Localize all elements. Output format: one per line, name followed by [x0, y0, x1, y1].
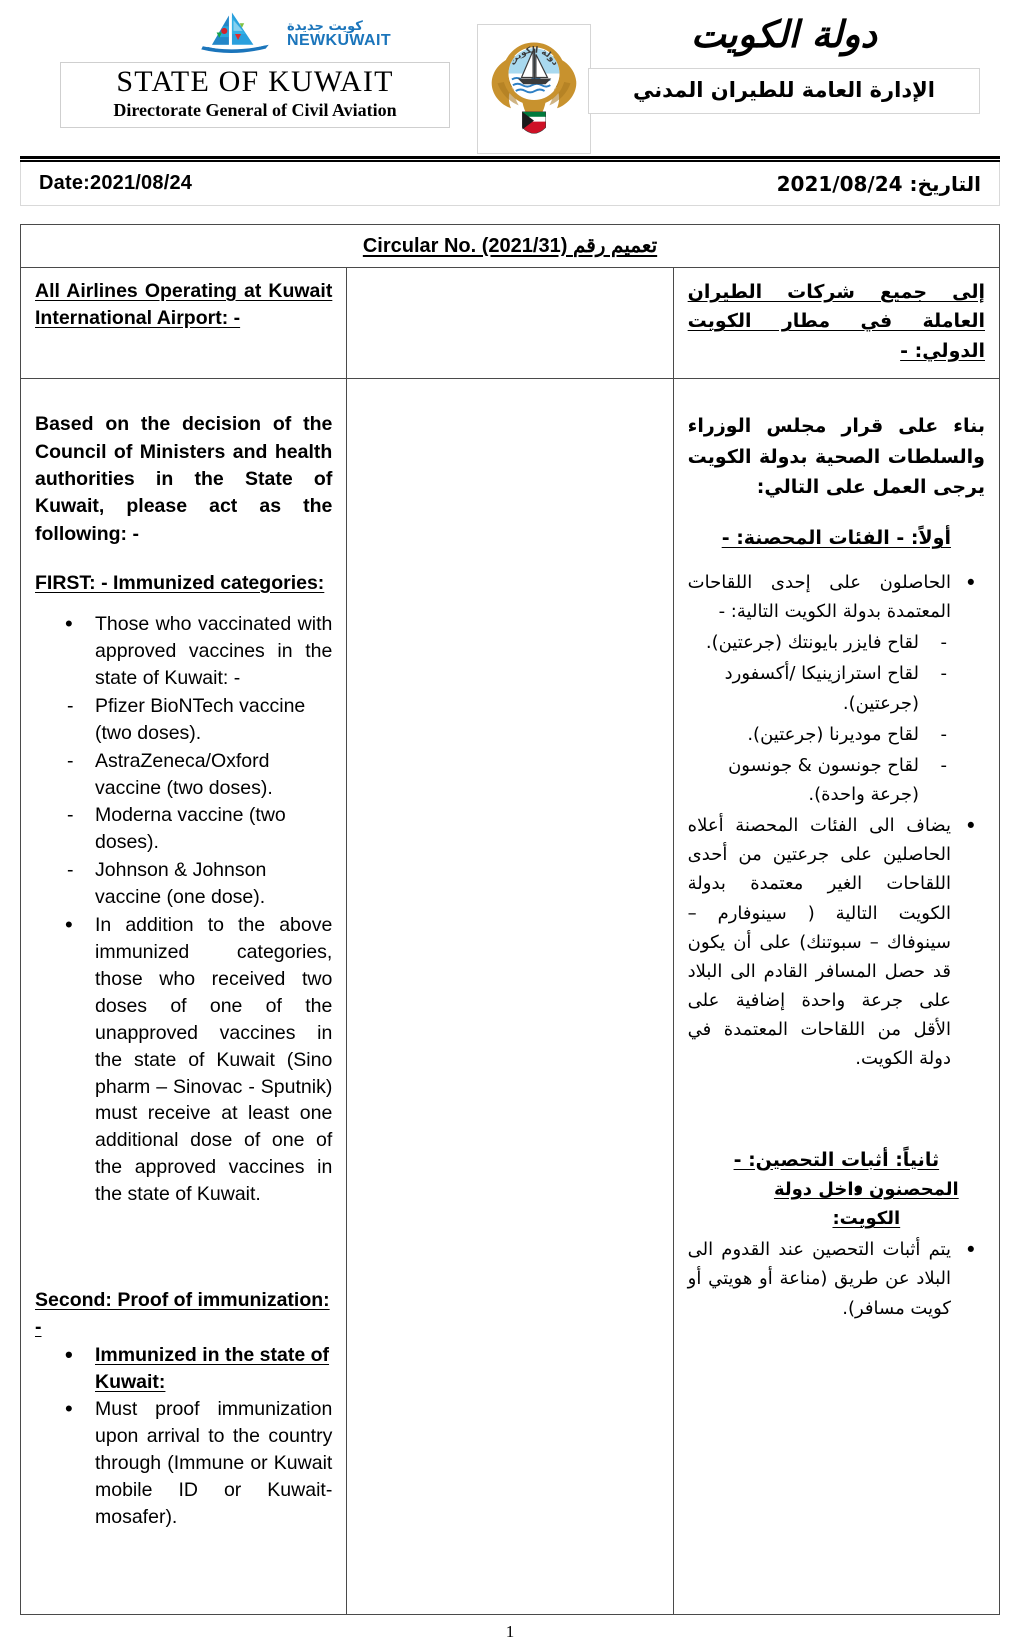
- dhow-sailboat-logo-icon: [189, 11, 281, 57]
- spacer: [35, 548, 332, 570]
- circular-title-row: [21, 225, 1000, 268]
- newkuwait-wordmark: [287, 20, 391, 49]
- kuwait-national-emblem-icon: [486, 30, 582, 148]
- addressee-en: All Airlines Operating at Kuwait International Airport: -: [35, 280, 333, 329]
- proof-list-ar: [688, 1175, 985, 1323]
- body-row: [21, 379, 1000, 1615]
- state-title-en: STATE OF KUWAIT: [116, 65, 394, 98]
- state-title-ar: دولة الكويت: [690, 13, 878, 56]
- list-item: • الحاصلون على إحدى اللقاحات المعتمدة بدولة الكويت التالية: -: [688, 568, 985, 626]
- intro-paragraph-en: Based on the decision of the Council of Ministers and health authorities in the State of Kuwait, please act as the following: -: [35, 413, 333, 545]
- page-number: 1: [505, 1621, 515, 1641]
- first-heading-en: FIRST: - Immunized categories:: [35, 571, 325, 594]
- dgca-arabic-box: [588, 68, 980, 113]
- state-of-kuwait-box: [60, 62, 450, 128]
- second-heading-en: Second: Proof of immunization: -: [35, 1289, 330, 1339]
- date-ar: التاريخ: 2021/08/24: [776, 171, 981, 196]
- circular-table: [20, 224, 1000, 1615]
- list-item: - Johnson & Johnson vaccine (one dose).: [35, 857, 332, 911]
- newkuwait-arabic-wordmark: كويت جديدة: [286, 18, 363, 34]
- national-emblem: [477, 24, 591, 154]
- body-cell-ar: [673, 379, 999, 1615]
- spacer: [688, 1076, 985, 1132]
- list-item: - لقاح جونسون & جونسون (جرعة واحدة).: [688, 751, 985, 809]
- body-cell-en: [21, 379, 347, 1615]
- list-item: - Moderna vaccine (two doses).: [35, 802, 332, 856]
- list-item: • Must proof immunization upon arrival to the country through (Immune or Kuwait mobile ID or Kuwait-mosafer).: [35, 1396, 332, 1531]
- first-heading-ar: أولاً: - الفئات المحصنة: -: [721, 527, 951, 550]
- spacer: [688, 389, 985, 411]
- circular-title: Circular No. (2021/31) تعميم رقم: [362, 235, 658, 257]
- column-gap: [347, 379, 673, 1615]
- newkuwait-logo: [130, 8, 450, 60]
- list-item: - لقاح موديرنا (جرعتين).: [688, 720, 985, 749]
- masthead-right: [588, 12, 980, 114]
- list-item: • المحصنون داخل دولة الكويت:: [688, 1175, 985, 1233]
- addressee-cell-en: [21, 268, 347, 379]
- masthead: [20, 8, 1000, 156]
- addressee-row: [21, 268, 1000, 379]
- proof-list-en: [35, 1342, 332, 1531]
- spacer: [35, 1265, 332, 1287]
- spacer: [35, 1209, 332, 1265]
- intro-paragraph-ar: بناء على قرار مجلس الوزراء والسلطات الصحية بدولة الكويت يرجى العمل على التالي:: [687, 415, 985, 499]
- list-item: - لقاح فايزر بايونتك (جرعتين).: [688, 628, 985, 657]
- spacer: [35, 597, 332, 611]
- addressee-cell-ar: [673, 268, 999, 379]
- date-en: Date:2021/08/24: [39, 172, 193, 194]
- list-item: - لقاح استرازينيكا /أكسفورد (جرعتين).: [688, 659, 985, 717]
- state-subtitle-ar: الإدارة العامة للطيران المدني: [633, 78, 935, 103]
- list-item: - Pfizer BioNTech vaccine (two doses).: [35, 693, 332, 747]
- spacer: [688, 554, 985, 568]
- svg-text:دولة الكويت: دولة الكويت: [508, 45, 561, 68]
- immunized-list-ar: [688, 568, 985, 1074]
- list-item: • Those who vaccinated with approved vaccines in the state of Kuwait: -: [35, 611, 332, 692]
- state-subtitle-en: Directorate General of Civil Aviation: [113, 99, 397, 120]
- list-item: • In addition to the above immunized categories, those who received two doses of one of the unapproved vaccines in the state of Kuwait (Sino pharm – Sinovac - Sputnik) must receive at least one additional dose of one of the approved vaccines in the state of Kuwait.: [35, 912, 332, 1208]
- second-heading-ar: ثانياً: أثبات التحصين: -: [733, 1148, 940, 1171]
- immunized-list-en: [35, 611, 332, 1208]
- spacer: [688, 502, 985, 524]
- spacer: [35, 1532, 332, 1602]
- newkuwait-latin-wordmark: NEWKUWAIT: [286, 31, 392, 49]
- column-gap: [347, 268, 673, 379]
- list-item: • يتم أثبات التحصين عند القدوم الى البلاد عن طريق (مناعة أو هويتي أو كويت مسافر).: [688, 1235, 985, 1322]
- circular-title-cell: [21, 225, 1000, 268]
- list-item: • Immunized in the state of Kuwait:: [35, 1342, 332, 1396]
- spacer: [688, 1132, 985, 1146]
- spacer: [35, 389, 332, 411]
- addressee-ar: إلى جميع شركات الطيران العاملة في مطار الكويت الدولي: -: [687, 281, 985, 362]
- list-item: • يضاف الى الفئات المحصنة أعلاه الحاصلين على جرعتين من أحدى اللقاحات الغير معتمدة بدولة الكويت التالية ( سينوفارم – سينوفاك – سبوتنك) على أن يكون قد حصل المسافر القادم الى البلاد على جرعة واحدة إضافية على الأقل من اللقاحات المعتمدة في دولة الكويت.: [688, 811, 985, 1073]
- date-bar: [20, 162, 1000, 206]
- list-item: - AstraZeneca/Oxford vaccine (two doses).: [35, 748, 332, 802]
- masthead-left: [60, 8, 450, 128]
- page-footer: [20, 1615, 1000, 1642]
